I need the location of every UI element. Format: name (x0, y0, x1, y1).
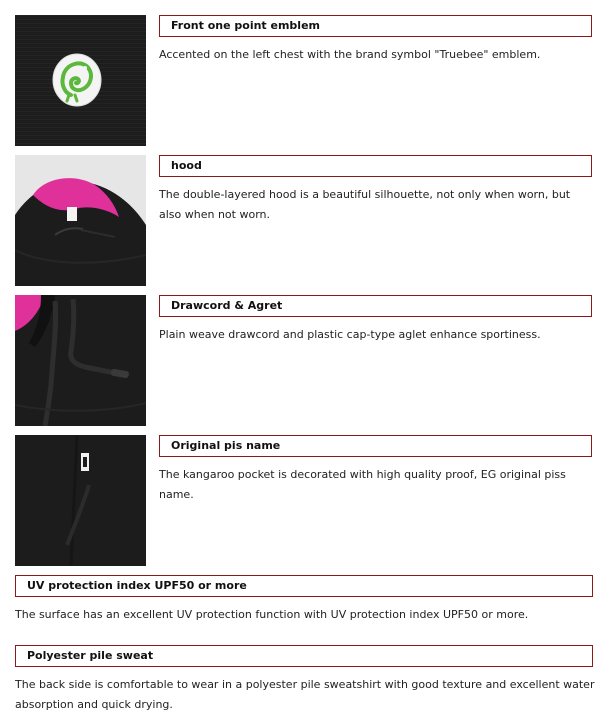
feature-pis-name (15, 435, 595, 566)
feature-description: Plain weave drawcord and plastic cap-type aglet enhance sportiness. (159, 328, 541, 341)
section-heading-uv: UV protection index UPF50 or more (15, 575, 593, 597)
feature-hood (15, 155, 595, 286)
front-chest-emblem-photo (15, 15, 146, 146)
section-description-polyester: The back side is comfortable to wear in a polyester pile sweatshirt with good texture and excellent water absorption and quick drying. (15, 678, 595, 711)
section-heading-polyester: Polyester pile sweat (15, 645, 593, 667)
feature-description: The kangaroo pocket is decorated with high quality proof, EG original piss name. (159, 468, 566, 501)
kangaroo-pocket-name-photo (15, 435, 146, 566)
feature-heading: Front one point emblem (159, 15, 592, 37)
drawcord-aglet-photo (15, 295, 146, 426)
feature-front-emblem (15, 15, 595, 146)
feature-description: Accented on the left chest with the brand symbol "Truebee" emblem. (159, 48, 541, 61)
feature-heading: hood (159, 155, 592, 177)
feature-drawcord (15, 295, 595, 426)
feature-heading: Original pis name (159, 435, 592, 457)
chameleon-emblem-icon (53, 54, 101, 106)
feature-description: The double-layered hood is a beautiful silhouette, not only when worn, but also when not worn. (159, 188, 571, 221)
double-layered-hood-photo (15, 155, 146, 286)
feature-heading: Drawcord & Agret (159, 295, 592, 317)
section-description-uv: The surface has an excellent UV protection function with UV protection index UPF50 or more. (15, 608, 529, 621)
